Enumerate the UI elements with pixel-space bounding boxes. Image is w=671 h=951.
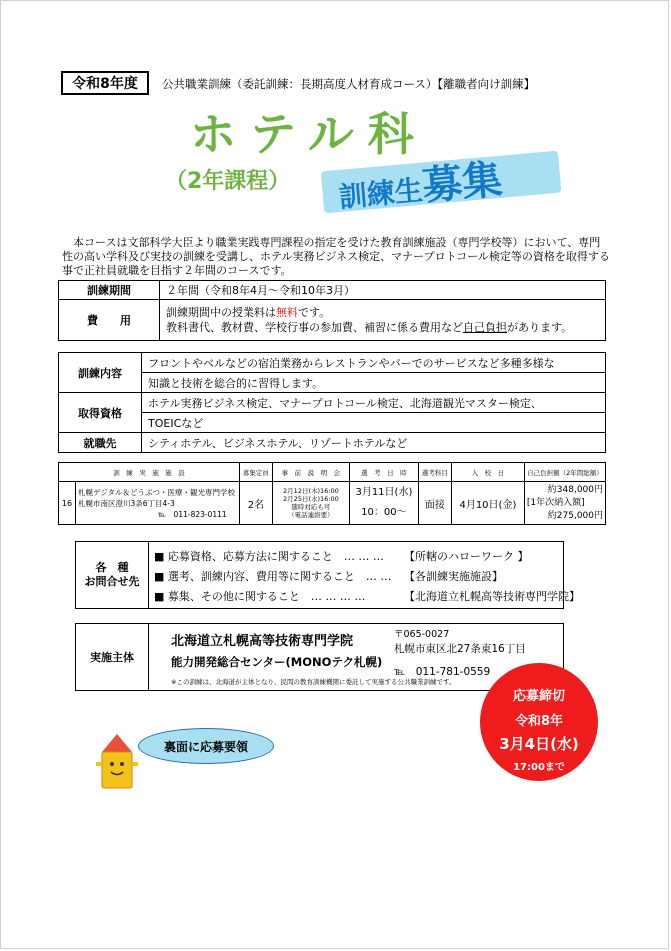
cost-line-2-post: があります。 bbox=[507, 321, 573, 334]
recruit-small-text: 訓練生 bbox=[337, 173, 425, 214]
briefing-note-2: （電話連絡要） bbox=[288, 511, 334, 519]
qual-label: 取得資格 bbox=[59, 393, 142, 433]
header-briefing: 事 前 説 明 会 bbox=[272, 463, 349, 482]
implementer-postal: 〒065-0027 bbox=[394, 629, 450, 640]
header-capacity: 募集定員 bbox=[239, 463, 272, 482]
implementer-box bbox=[75, 623, 564, 691]
cost-line-1-pre: 訓練期間中の授業料は bbox=[166, 306, 276, 319]
implementer-tel: ℡ 011-781-0559 bbox=[394, 666, 491, 678]
briefing-date-1: 2月12日(木)16:00 bbox=[283, 487, 339, 495]
job-label: 就職先 bbox=[59, 433, 142, 453]
inquiry-topic-2: ■ 選考、訓練内容、費用等に関すること … … bbox=[154, 570, 392, 583]
inquiry-contact-2: 【各訓練実施施設】 bbox=[404, 570, 503, 583]
implementer-name: 北海道立札幌高等技術専門学院 bbox=[171, 634, 354, 649]
header-facility: 訓 練 実 施 施 設 bbox=[59, 463, 240, 482]
implementer-note: ※この訓練は、北海道が主体となり、民間の教育訓練機関に委託して実施する公共職業訓練です。 bbox=[171, 678, 456, 686]
qual-line-1: ホテル実務ビジネス検定、マナープロトコール検定、北海道観光マスター検定、 bbox=[142, 393, 606, 413]
schedule-header-row bbox=[59, 463, 606, 482]
period-cost-table bbox=[58, 280, 606, 341]
inquiry-row-3 bbox=[154, 588, 580, 604]
selection-date-cell bbox=[349, 482, 418, 525]
cost-value bbox=[160, 300, 606, 341]
facility-cell bbox=[76, 482, 240, 525]
back-note-bubble bbox=[138, 728, 274, 764]
header-selection-date: 選 考 日 時 bbox=[349, 463, 418, 482]
job-row bbox=[59, 433, 606, 453]
inquiry-row-2 bbox=[154, 568, 503, 584]
selection-time: 10：00〜 bbox=[361, 507, 407, 518]
cost-line-1-post: です。 bbox=[298, 306, 331, 319]
inquiry-topic-1: ■ 応募資格、応募方法に関すること … … … bbox=[154, 550, 384, 563]
qual-row-1 bbox=[59, 393, 606, 413]
row-number: 16 bbox=[59, 482, 76, 525]
deadline-line-2: 令和8年 bbox=[514, 714, 564, 729]
period-value: ２年間（令和8年4月〜令和10年3月） bbox=[160, 281, 606, 300]
details-table bbox=[58, 352, 606, 453]
cost-line-2-pre: 教科書代、教材費、学校行事の参加費、補習に係る費用など bbox=[166, 321, 463, 334]
schedule-row bbox=[59, 482, 606, 525]
inquiry-contact-3: 【北海道立札幌高等技術専門学院】 bbox=[404, 590, 580, 603]
implementer-label: 実施主体 bbox=[76, 624, 149, 690]
briefing-date-2: 2月25日(水)16:00 bbox=[283, 495, 339, 503]
content-row-1 bbox=[59, 353, 606, 373]
content-line-1: フロントやベルなどの宿泊業務からレストランやバーでのサービスなど多種多様な bbox=[142, 353, 606, 373]
schedule-table bbox=[58, 462, 606, 525]
cost-row bbox=[59, 300, 606, 341]
period-row bbox=[59, 281, 606, 300]
fee-cell bbox=[524, 482, 605, 525]
inquiry-label bbox=[76, 542, 149, 608]
recruit-big-text: 募集 bbox=[420, 156, 505, 210]
briefing-cell bbox=[272, 482, 349, 525]
year-badge: 令和8年度 bbox=[61, 71, 149, 95]
qual-row-2 bbox=[59, 413, 606, 433]
job-value: シティホテル、ビジネスホテル、リゾートホテルなど bbox=[142, 433, 606, 453]
entry-date-cell: 4月10日(金) bbox=[451, 482, 524, 525]
header-selection-subject: 選考科目 bbox=[418, 463, 451, 482]
implementer-sub-name: 能力開発総合センター(MONOテク札幌) bbox=[171, 655, 383, 669]
mascot-icon bbox=[94, 732, 140, 790]
fee-first-label: [1年次納入額] bbox=[526, 497, 585, 508]
deadline-line-3: 3月4日(水) bbox=[499, 735, 579, 753]
fee-first: 約275,000円 bbox=[547, 510, 603, 521]
program-line: 公共職業訓練（委託訓練：長期高度人材育成コース）【離職者向け訓練】 bbox=[162, 77, 536, 91]
content-label: 訓練内容 bbox=[59, 353, 142, 393]
inquiry-row-1 bbox=[154, 548, 529, 564]
deadline-line-4: 17:00まで bbox=[513, 762, 565, 773]
deadline-line-1: 応募締切 bbox=[512, 689, 565, 704]
inquiry-label-line-1: 各 種 bbox=[95, 561, 129, 574]
course-duration: （2年課程） bbox=[165, 169, 291, 194]
content-line-2: 知識と技術を総合的に習得します。 bbox=[142, 373, 606, 393]
facility-tel: ℡ 011-823-0111 bbox=[158, 509, 227, 519]
facility-name: 札幌デジタル＆どうぶつ・医療・観光専門学校 bbox=[78, 487, 236, 497]
cost-line-1 bbox=[166, 305, 599, 320]
self-pay-text: 自己負担 bbox=[463, 321, 507, 334]
course-title: ホテル科 bbox=[190, 107, 428, 161]
free-text: 無料 bbox=[276, 306, 298, 319]
header-entry-date: 入 校 日 bbox=[451, 463, 524, 482]
back-note-text: 裏面に応募要領 bbox=[163, 739, 248, 754]
capacity-cell: 2名 bbox=[239, 482, 272, 525]
facility-address: 札幌市南区澄川3条6丁目4-3 bbox=[78, 498, 175, 508]
cost-label: 費 用 bbox=[59, 300, 160, 341]
content-row-2 bbox=[59, 373, 606, 393]
qual-line-2: TOEICなど bbox=[142, 413, 606, 433]
period-label: 訓練期間 bbox=[59, 281, 160, 300]
selection-subject-cell: 面接 bbox=[418, 482, 451, 525]
deadline-circle bbox=[480, 663, 598, 781]
inquiry-topic-3: ■ 募集、その他に関すること … … … … bbox=[154, 590, 366, 603]
inquiry-label-line-2: お問合せ先 bbox=[84, 575, 140, 588]
cost-line-2 bbox=[166, 320, 599, 335]
inquiry-contact-1: 【所轄のハローワーク 】 bbox=[404, 550, 529, 563]
briefing-note-1: 随時対応も可 bbox=[291, 503, 331, 511]
selection-date: 3月11日(水) bbox=[355, 487, 413, 498]
fee-total: 約348,000円 bbox=[547, 484, 603, 495]
implementer-address: 札幌市東区北27条東16丁目 bbox=[394, 643, 526, 655]
header-fee: 自己負担額（2年間総額） bbox=[524, 463, 605, 482]
intro-paragraph: 本コースは文部科学大臣より職業実践専門課程の指定を受けた教育訓練施設（専門学校等）において、専門性の高い学科及び実技の訓練を受講し、ホテル実務ビジネス検定、マナープロトコール検定等の資格を取得する事で正社員就職を目指す２年間のコースです。 bbox=[62, 236, 610, 277]
inquiry-box bbox=[75, 541, 580, 609]
